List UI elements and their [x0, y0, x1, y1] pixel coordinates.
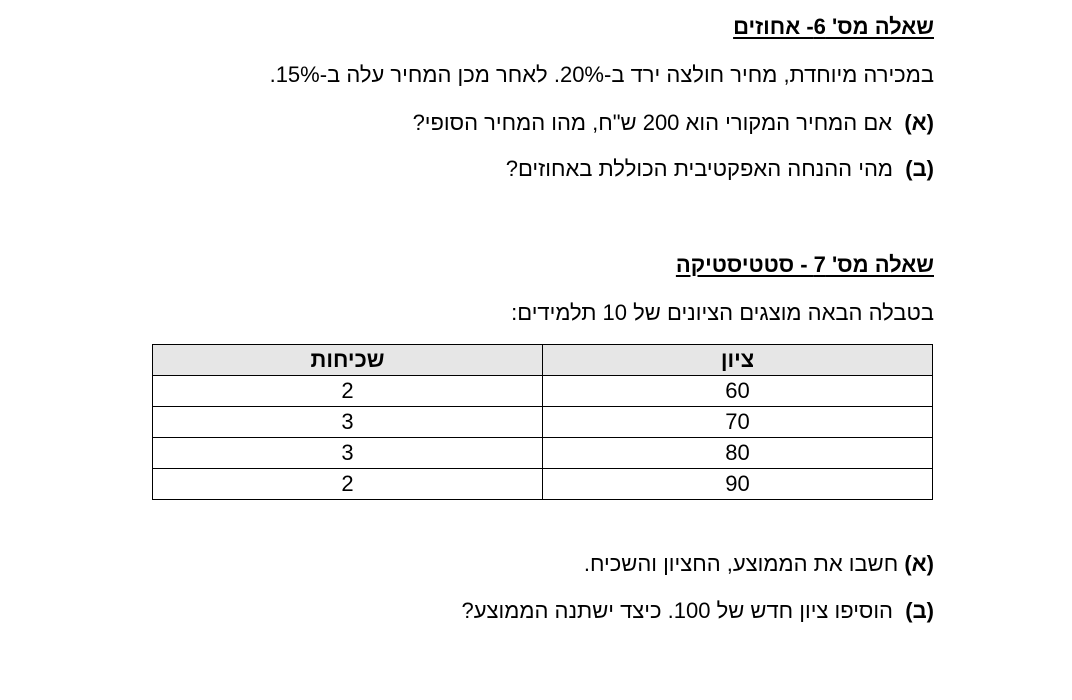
table-header-row	[153, 345, 933, 376]
grade-cell: 60	[543, 376, 933, 407]
frequency-cell: 2	[153, 376, 543, 407]
frequency-cell: 2	[153, 469, 543, 500]
part-a-label: (א)	[904, 551, 934, 576]
question-6-intro: במכירה מיוחדת, מחיר חולצה ירד ב-20%. לאחר מכן המחיר עלה ב-15%.	[269, 62, 934, 87]
header-frequency: שכיחות	[153, 345, 543, 376]
part-b-text: הוסיפו ציון חדש של 100. כיצד ישתנה הממוצע?	[461, 598, 894, 623]
part-a-label: (א)	[904, 110, 934, 135]
question-7-part-a	[584, 551, 934, 577]
part-a-text: אם המחיר המקורי הוא 200 ש"ח, מהו המחיר הסופי?	[412, 110, 893, 135]
table-row	[153, 407, 933, 438]
frequency-cell: 3	[153, 407, 543, 438]
frequency-cell: 3	[153, 438, 543, 469]
question-6-part-a	[413, 110, 934, 136]
grade-cell: 90	[543, 469, 933, 500]
part-a-text: חשבו את הממוצע, החציון והשכיח.	[583, 551, 899, 576]
grades-table	[152, 344, 933, 500]
table-row	[153, 438, 933, 469]
question-6-part-b	[506, 156, 934, 182]
question-7-part-b	[461, 598, 934, 624]
question-7-heading: שאלה מס' 7 - סטטיסטיקה	[675, 252, 934, 277]
question-6-heading: שאלה מס' 6- אחוזים	[733, 14, 934, 39]
grade-cell: 70	[543, 407, 933, 438]
table-row	[153, 376, 933, 407]
table-row	[153, 469, 933, 500]
header-grade: ציון	[543, 345, 933, 376]
question-7-intro: בטבלה הבאה מוצגים הציונים של 10 תלמידים:	[511, 300, 934, 325]
part-b-label: (ב)	[905, 598, 934, 623]
part-b-text: מהי ההנחה האפקטיבית הכוללת באחוזים?	[505, 156, 894, 181]
part-b-label: (ב)	[905, 156, 934, 181]
grade-cell: 80	[543, 438, 933, 469]
